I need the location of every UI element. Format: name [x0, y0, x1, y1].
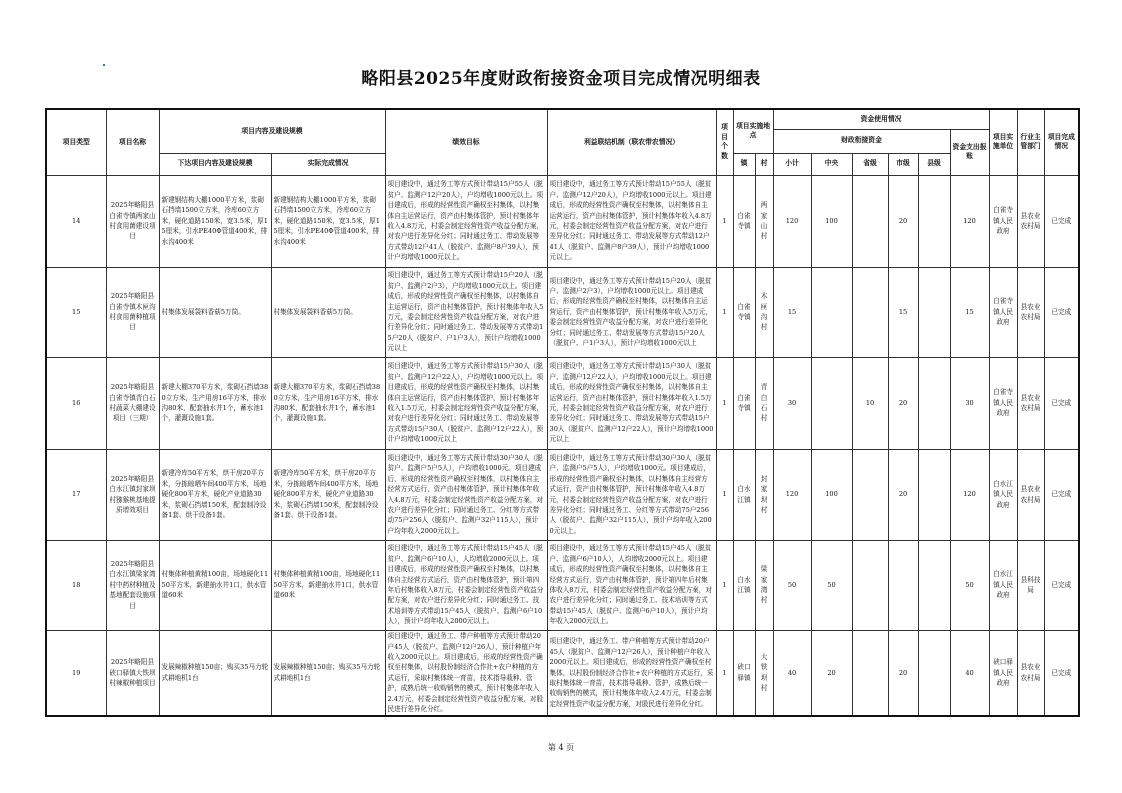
cell-actual: 村集体种植黄精100亩，场地硬化1150平方米，新建抽水井1口，供水管道60米: [271, 540, 385, 630]
cell-provincial: [852, 630, 888, 716]
header-content-planned: 下达项目内容及建设规模: [159, 153, 271, 175]
table-row: [46, 540, 1079, 630]
header-reimbursed: 资金支出报账: [950, 129, 989, 175]
cell-no: 19: [46, 630, 106, 716]
cell-unit: 白雀寺镇人民政府: [989, 175, 1017, 267]
header-village: 村: [755, 153, 773, 175]
cell-name: 2025年略阳县硖口驿镇大铁坝村辣椒种植项目: [106, 630, 159, 716]
cell-subtotal: 15: [773, 267, 811, 357]
cell-planned: 发展辣椒种植150亩；购买35马力轮式耕地机1台: [159, 630, 271, 716]
header-content-actual: 实际完成情况: [271, 153, 385, 175]
cell-status: 已完成: [1044, 175, 1079, 267]
cell-status: 已完成: [1044, 449, 1079, 540]
cell-town: 白水江镇: [733, 449, 755, 540]
cell-dept: 县农业农村局: [1017, 175, 1044, 267]
cell-reimbursed: 120: [950, 449, 989, 540]
cell-name: 2025年略阳县白雀寺镇两家山村食用菌建设项目: [106, 175, 159, 267]
cell-actual: 村集体发展袋料香菇5万筒。: [271, 267, 385, 357]
header-central: 中央: [811, 153, 852, 175]
cell-performance: 项目建设中，通过务工等方式预计带动15户20人（脱贫户、监测户2户3），户均增收1000元以上。项目建成后，形成的经营性资产确权至村集体，以村集体自主运营运行，资产由村集体管护，预计村集体年收入5万元，委会制定经营性资产收益分配方案，对农户进行差异化分红；同时通过务工、带动发展等方式带动15户20人（脱贫户、户1户3人），预计户均增收1000元以上: [385, 267, 547, 357]
cell-planned: 村集体发展袋料香菇5万筒。: [159, 267, 271, 357]
cell-village: 青白石村: [755, 357, 773, 449]
cell-no: 17: [46, 449, 106, 540]
cell-city: 20: [888, 357, 918, 449]
cell-no: 14: [46, 175, 106, 267]
cell-subtotal: 50: [773, 540, 811, 630]
cell-village: 两家山村: [755, 175, 773, 267]
cell-actual: 发展辣椒种植150亩；购买35马力轮式耕地机1台: [271, 630, 385, 716]
cell-provincial: [852, 449, 888, 540]
header-unit: 项目实施单位: [989, 109, 1017, 175]
cell-town: 白水江镇: [733, 540, 755, 630]
cell-mechanism: 项目建设中，通过务工等方式预计带动15户20人（脱贫户、监测户2户3），户均增收1000元以上。项目建成后，形成的经营性资产确权至村集体，以村集体自主运营运行，资产由村集体管护，预计村集体年收入5万元，委会制定经营性资产收益分配方案，对农户进行差异化分红；同时通过务工、带动发展等方式带动15户20人（脱贫户、户1户3人），预计户均增收1000元以上: [547, 267, 716, 357]
header-count: 项目个数: [716, 109, 733, 175]
cell-unit: 硖口驿镇人民政府: [989, 630, 1017, 716]
cell-reimbursed: 15: [950, 267, 989, 357]
header-name: 项目名称: [106, 109, 159, 175]
cell-city: 20: [888, 449, 918, 540]
header-content: 项目内容及建设规模: [159, 109, 385, 153]
cell-count: 1: [716, 267, 733, 357]
cell-reimbursed: 40: [950, 630, 989, 716]
cell-performance: 项目建设中，通过务工等方式预计带动15户45人（脱贫户、监测户6户10人），人均增收2000元以上。项目建成后，形成的经营性资产确权至村集体，以村集体自主经营方式运行，资产由村集体管护，预计第四年后村集体收入8万元，村委会制定经营性资产收益分配方案，对农户进行差异化分红；同时通过务工、技术培训等方式带动15户45人（脱贫户、监测户6户10人），预计户均年收入2000元以上。: [385, 540, 547, 630]
cell-subtotal: 30: [773, 357, 811, 449]
cell-no: 15: [46, 267, 106, 357]
project-table: [45, 108, 1080, 717]
document-title: 略阳县2025年度财政衔接资金项目完成情况明细表: [361, 69, 761, 89]
cell-mechanism: 项目建设中，通过务工、带户种植等方式预计带动20户45人（脱贫户、监测户12户26人），预计种植户年收入2000元以上。项目建成后，形成的经营性资产确权至村集体，以村股份制经济合作社+农户种植的方式运行，采取村集体统一育苗，技术指导栽种、管护，成熟后统一收购销售的模式，预计村集体年收入2.4万元，村委会制定经营性资产收益分配方案，对股民进行差异化分红。: [547, 630, 716, 716]
header-status: 项目完成情况: [1044, 109, 1079, 175]
header-provincial: 省级: [852, 153, 888, 175]
cell-name: 2025年略阳县白雀寺镇青白石村蔬菜大棚建设项目（三期）: [106, 357, 159, 449]
header-town: 镇: [733, 153, 755, 175]
header-performance: 绩效目标: [385, 109, 547, 175]
cell-provincial: [852, 175, 888, 267]
cell-actual: 新建冷库50平方米，烘干房20平方米，分拣晾晒车间400平方米，场地硬化800平方米，硬化产业道路30米，浆砌石挡墙150米，配套制冷设备1套、烘干设备1套。: [271, 449, 385, 540]
cell-county: [918, 540, 950, 630]
header-city: 市级: [888, 153, 918, 175]
table-body: [46, 175, 1079, 716]
cell-reimbursed: 120: [950, 175, 989, 267]
cell-performance: 项目建设中，通过务工等方式预计带动30户30人（脱贫户、监测户5户5人），户均增收1000元。项目建成后，形成的经营性资产确权至村集体，以村集体自主经营方式运行，资产由村集体管护，预计村集体年收入4.8万元，村委会制定经营性资产收益分配方案，对农户进行差异化分红；同时通过务工、分红等方式带动75户256人（脱贫户、监测户32户115人），预计户均年收入2000元以上。: [385, 449, 547, 540]
header-fiscal-funds: 财政衔接资金: [773, 129, 950, 153]
cell-performance: 项目建设中，通过务工、带户种植等方式预计带动20户45人（脱贫户、监测户12户26人），预计种植户年收入2000元以上。项目建成后，形成的经营性资产确权至村集体，以村股份制经济合作社+农户种植的方式运行，采取村集体统一育苗，技术指导栽种、管护，成熟后统一收购销售的模式，预计村集体年收入2.4万元，村委会制定经营性资产收益分配方案，对股民进行差异化分红。: [385, 630, 547, 716]
cell-village: 封家坝村: [755, 449, 773, 540]
table-row: [46, 267, 1079, 357]
cell-count: 1: [716, 449, 733, 540]
cell-planned: 村集体种植黄精100亩，场地硬化1150平方米，新建抽水井1口，供水管道60米: [159, 540, 271, 630]
cell-subtotal: 120: [773, 175, 811, 267]
cell-city: [888, 540, 918, 630]
cell-no: 18: [46, 540, 106, 630]
cell-town: 白雀寺镇: [733, 267, 755, 357]
cell-status: 已完成: [1044, 357, 1079, 449]
cell-planned: 新建钢结构大棚1000平方米，浆砌石挡墙1500立方米，冷库60立方米，硬化道路150米，宽3.5米，厚15厘米，引水PE40Φ管道400米，排水沟400米: [159, 175, 271, 267]
cell-dept: 县农业农村局: [1017, 357, 1044, 449]
cell-mechanism: 项目建设中，通过务工等方式预计带动15户30人（脱贫户、监测户12户22人），户均增收1000元以上。项目建成后，形成的经营性资产确权至村集体，以村集体自主运营运行，资产由村集体管护，预计村集体年收入1.5万元，村委会制定经营性资产收益分配方案，对农户进行差异化分红；同时通过务工、带动发展等方式带动15户30人（脱贫户、监测户12户22人），预计户均增收1000元以上: [547, 357, 716, 449]
cell-name: 2025年略阳县白水江镇封家坝村猕猴桃基地提质增效项目: [106, 449, 159, 540]
cell-central: [811, 267, 852, 357]
cell-town: 白雀寺镇: [733, 357, 755, 449]
header-mechanism: 利益联结机制（联农带农情况）: [547, 109, 716, 175]
cell-town: 白雀寺镇: [733, 175, 755, 267]
cell-count: 1: [716, 357, 733, 449]
header-location: 项目实施地点: [733, 109, 773, 153]
cell-city: 15: [888, 267, 918, 357]
cell-county: [918, 267, 950, 357]
cell-dept: 县农业农村局: [1017, 449, 1044, 540]
cell-reimbursed: 50: [950, 540, 989, 630]
header-funds-usage: 资金使用情况: [773, 109, 989, 129]
cell-central: [811, 357, 852, 449]
cell-name: 2025年略阳县白雀寺镇木匣沟村食用菌种植项目: [106, 267, 159, 357]
page-number: 第 4 页: [547, 743, 575, 752]
cell-city: 20: [888, 175, 918, 267]
cell-name: 2025年略阳县白水江镇梁家湾村中药材种植及基地配套设施项目: [106, 540, 159, 630]
cell-dept: 县科技局: [1017, 540, 1044, 630]
cell-provincial: 10: [852, 357, 888, 449]
cell-provincial: [852, 540, 888, 630]
cell-performance: 项目建设中，通过务工等方式预计带动15户30人（脱贫户、监测户12户22人），户均增收1000元以上。项目建成后，形成的经营性资产确权至村集体，以村集体自主运营运行，资产由村集体管护，预计村集体年收入1.5万元，村委会制定经营性资产收益分配方案，对农户进行差异化分红；同时通过务工、带动发展等方式带动15户30人（脱贫户、监测户12户22人），预计户均增收1000元以上: [385, 357, 547, 449]
cell-central: 20: [811, 630, 852, 716]
cell-subtotal: 40: [773, 630, 811, 716]
cell-reimbursed: 30: [950, 357, 989, 449]
cell-status: 已完成: [1044, 267, 1079, 357]
cell-performance: 项目建设中，通过务工等方式预计带动15户55人（脱贫户、监测户12户20人），户均增收1000元以上。项目建成后，形成的经营性资产确权至村集体，以村集体自主运营运行，资产由村集体管护，预计村集体年收入4.8万元，村委会制定经营性资产收益分配方案，对农户进行差异化分红；同时通过务工、带动发展等方式带动12户41人（脱贫户、监测户8户39人），预计户均增收1000元以上。: [385, 175, 547, 267]
cell-county: [918, 175, 950, 267]
cell-city: 20: [888, 630, 918, 716]
cell-unit: 白雀寺镇人民政府: [989, 357, 1017, 449]
table-row: [46, 630, 1079, 716]
table-row: [46, 175, 1079, 267]
table-row: [46, 449, 1079, 540]
header-type: 项目类型: [46, 109, 106, 175]
cell-unit: 白雀寺镇人民政府: [989, 267, 1017, 357]
cell-count: 1: [716, 630, 733, 716]
header-subtotal: 小计: [773, 153, 811, 175]
cell-no: 16: [46, 357, 106, 449]
cell-count: 1: [716, 540, 733, 630]
cell-village: 大铁坝村: [755, 630, 773, 716]
cell-central: 100: [811, 175, 852, 267]
cell-status: 已完成: [1044, 630, 1079, 716]
cell-planned: 新建冷库50平方米，烘干房20平方米，分拣晾晒车间400平方米，场地硬化800平方米，硬化产业道路30米，浆砌石挡墙150米，配套制冷设备1套、烘干设备1套。: [159, 449, 271, 540]
cell-village: 木匣沟村: [755, 267, 773, 357]
cell-count: 1: [716, 175, 733, 267]
cell-town: 硖口驿镇: [733, 630, 755, 716]
header-dept: 行业主管部门: [1017, 109, 1044, 175]
cell-provincial: [852, 267, 888, 357]
cell-dept: 县农业农村局: [1017, 630, 1044, 716]
cell-county: [918, 357, 950, 449]
cell-mechanism: 项目建设中，通过务工等方式预计带动15户45人（脱贫户、监测户6户10人），人均增收2000元以上。项目建成后，形成的经营性资产确权至村集体，以村集体自主经营方式运行，资产由村集体管护，预计第四年后村集体收入8万元，村委会制定经营性资产收益分配方案，对农户进行差异化分红；同时通过务工、技术培训等方式带动15户45人（脱贫户、监测户6户10人），预计户均年收入2000元以上。: [547, 540, 716, 630]
cell-county: [918, 449, 950, 540]
cell-planned: 新建大棚370平方米，浆砌石挡墙380立方米，生产用房16平方米，排水沟80米，配套抽水井1个，蓄水池1个，灌溉设施1套。: [159, 357, 271, 449]
cell-dept: 县农业农村局: [1017, 267, 1044, 357]
cell-central: 50: [811, 540, 852, 630]
cell-village: 梁家湾村: [755, 540, 773, 630]
cell-unit: 白水江镇人民政府: [989, 540, 1017, 630]
cell-status: 已完成: [1044, 540, 1079, 630]
table-row: [46, 357, 1079, 449]
cell-county: [918, 630, 950, 716]
cell-subtotal: 120: [773, 449, 811, 540]
cell-unit: 白水江镇人民政府: [989, 449, 1017, 540]
cell-mechanism: 项目建设中，通过务工等方式预计带动15户55人（脱贫户、监测户12户20人），户均增收1000元以上。项目建成后，形成的经营性资产确权至村集体，以村集体自主运营运行，资产由村集体管护，预计村集体年收入4.8万元，村委会制定经营性资产收益分配方案，对农户进行差异化分红；同时通过务工、带动发展等方式带动12户41人（脱贫户、监测户8户39人），预计户均增收1000元以上。: [547, 175, 716, 267]
cell-central: 100: [811, 449, 852, 540]
cell-actual: 新建大棚370平方米，浆砌石挡墙380立方米，生产用房16平方米，排水沟80米，配套抽水井1个，蓄水池1个，灌溉设施1套。: [271, 357, 385, 449]
cell-mechanism: 项目建设中，通过务工等方式预计带动30户30人（脱贫户、监测户5户5人），户均增收1000元。项目建成后，形成的经营性资产确权至村集体，以村集体自主经营方式运行，资产由村集体管护，预计村集体年收入4.8万元，村委会制定经营性资产收益分配方案，对农户进行差异化分红；同时通过务工、分红等方式带动75户256人（脱贫户、监测户32户115人），预计户均年收入2000元以上。: [547, 449, 716, 540]
cell-actual: 新建钢结构大棚1000平方米，浆砌石挡墙1500立方米，冷库60立方米，硬化道路150米，宽3.5米，厚15厘米，引水PE40Φ管道400米，排水沟400米: [271, 175, 385, 267]
header-county: 县级: [918, 153, 950, 175]
